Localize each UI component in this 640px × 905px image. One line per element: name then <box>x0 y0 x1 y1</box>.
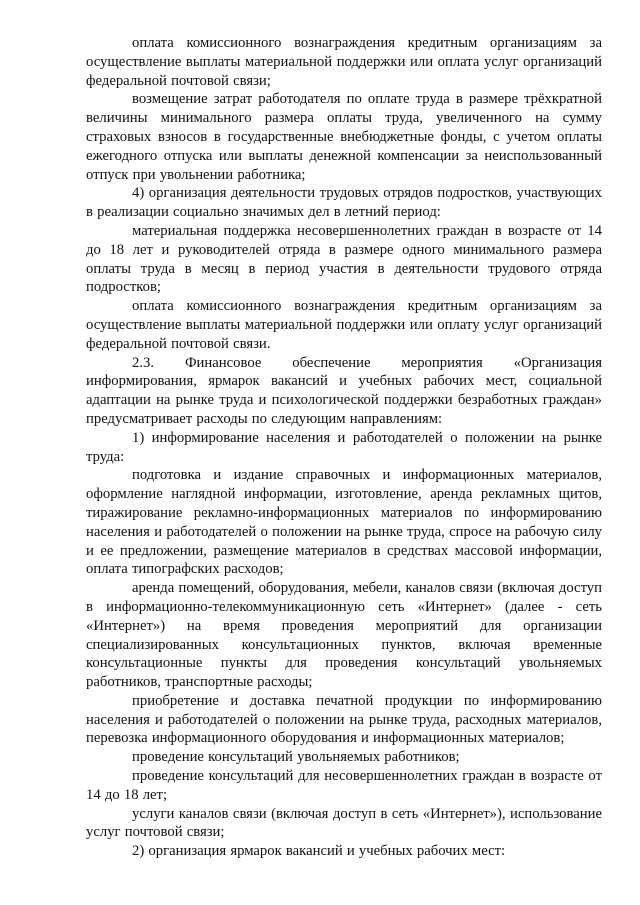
paragraph-item-1-labor-market-info: 1) информирование населения и работодателей о положении на рынке труда: <box>86 429 602 465</box>
paragraph-communication-services: услуги каналов связи (включая доступ в сеть «Интернет»), использование услуг почтовой связи; <box>86 805 602 841</box>
paragraph-rental-premises: аренда помещений, оборудования, мебели, каналов связи (включая доступ в информационно-телекоммуникационную сеть «Интернет» (далее - сеть «Интернет») на время проведения мероприятий для организации специализированных консультационных пунктов, включая временные консультационные пункты для проведения консультаций увольняемых работников, транспортные расходы; <box>86 580 602 691</box>
paragraph-minors-material-support: материальная поддержка несовершеннолетних граждан в возрасте от 14 до 18 лет и руководителей отряда в размере одного минимального размера оплаты труда в месяц в период участия в деятельности трудового отряда подростков; <box>86 222 602 296</box>
paragraph-printed-products-delivery: приобретение и доставка печатной продукции по информированию населения и работодателей о положении на рынке труда, расходных материалов, перевозка информационного оборудования и информационных материалов; <box>86 692 602 747</box>
paragraph-item-4-teen-work-teams: 4) организация деятельности трудовых отрядов подростков, участвующих в реализации социально значимых дел в летний период: <box>86 185 602 221</box>
paragraph-section-2-3: 2.3. Финансовое обеспечение мероприятия «Организация информирования, ярмарок вакансий и учебных рабочих мест, социальной адаптации на рынке труда и психологической поддержки безработных граждан» предусматривает расходы по следующим направлениям: <box>86 354 602 427</box>
paragraph-consulting-minors: проведение консультаций для несовершеннолетних граждан в возрасте от 14 до 18 лет; <box>86 768 602 803</box>
paragraph-employer-wage-reimbursement: возмещение затрат работодателя по оплате труда в размере трёхкратной величины минимального размера оплаты труда, увеличенного на сумму страховых взносов в государственные внебюджетные фонды, с учетом оплаты ежегодного отпуска или выплаты денежной компенсации за неиспользованный отпуск при увольнении работника; <box>86 91 602 183</box>
paragraph-commission-fee-postal: оплата комиссионного вознаграждения кредитным организациям за осуществление выплаты материальной поддержки или оплата услуг организаций федеральной почтовой связи; <box>86 35 602 89</box>
paragraph-item-2-job-fairs: 2) организация ярмарок вакансий и учебных рабочих мест: <box>132 843 506 860</box>
paragraph-printing-info-materials: подготовка и издание справочных и информационных материалов, оформление наглядной информации, изготовление, аренда рекламных щитов, тиражирование рекламно-информационных материалов по информированию населения и работодателей о положении на рынке труда, спросе на рабочую силу и ее предложении, размещение материалов в средствах массовой информации, оплата типографских расходов; <box>86 467 602 578</box>
paragraph-commission-fee-credit-orgs: оплата комиссионного вознаграждения кредитным организациям за осуществление выплаты материальной поддержки или оплату услуг организаций федеральной почтовой связи. <box>86 298 602 352</box>
paragraph-consulting-dismissed: проведение консультаций увольняемых работников; <box>132 749 460 766</box>
